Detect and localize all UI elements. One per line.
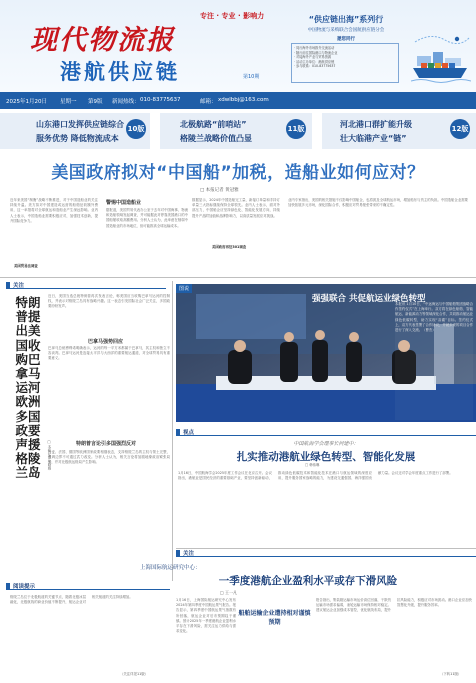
photo-title[interactable]: 强强联合 共促航运业绿色转型 <box>312 294 426 304</box>
promo-panel <box>286 10 472 88</box>
issue-date: 2025年1月20日 <box>6 99 47 105</box>
lead-column-1: 近年来美国“制衡”战略不断推进，对于中国造船业的关注持续升温。美方拟对中国建造或运营的船舶征收额外费用，这一举措将对全球航运和造船业产生深远影响。业内人士表示，中国造船业需要积极应对，加强技术创新，提升国际竞争力。 <box>10 198 98 223</box>
hotline-number: 010-83775637 <box>140 97 181 103</box>
vertical-headline[interactable]: 特朗普提出美国收购巴拿马运河欧洲多国政要声援格陵兰岛 <box>15 295 41 481</box>
section-headline[interactable]: 一季度港航企业盈利水平或存下滑风险 <box>218 575 398 587</box>
promo-line: · 对接海外产业与贸易资源 <box>294 55 332 60</box>
section-kicker: 上海国际航运研究中心： <box>140 565 201 571</box>
reading-tip-ref: （关注详见11版） <box>120 672 149 676</box>
hotline-label: 新闻热线： <box>112 99 140 105</box>
teaser-line: 服务优势 降低物流成本 <box>36 134 119 143</box>
masthead <box>0 0 476 92</box>
teaser-line: 山东港口发挥供应链综合 <box>36 120 124 129</box>
teaser-page-badge: 12版 <box>450 119 470 139</box>
promo-call: 邀您同行 <box>337 37 355 42</box>
section-subhead: 船舶运输企业遭持相对谨慎预期 <box>238 610 311 626</box>
sub-story-text: 1月16日，中国航海学会2025年度工作会议在北京召开。会议指出，港航业是国民经济的重要基础产业，要坚持创新驱动，推动绿色低碳技术和智能化技术在港口与航运领域的深度应用，提升服务国家战略的能力，为建设交通强国、海洋强国贡献力量。会议还对学会年度重点工作进行了部署。 <box>178 471 453 481</box>
lead-column-2: 据报道，美国贸易代表办公室于去年对中国海事、物流和造船领域发起调查，并可能据此对停靠美国港口的中国船舶收取高额费用。分析人士认为，此举意在削弱中国造船业的市场地位，但可能推高全球运输成本。 <box>106 208 188 228</box>
newspaper-logo: 现代物流报 <box>30 25 175 56</box>
teaser-line: 河北港口群扩能升级 <box>340 120 412 129</box>
section-label: 关注 <box>6 281 166 289</box>
lead-byline: □ 本报记者 黄冠雅 <box>200 188 239 193</box>
slogan: 专注 · 专业 · 影响力 <box>200 12 265 20</box>
teaser-item[interactable] <box>322 113 476 149</box>
left-paragraph: 近日，美国当选总统特朗普再次发表言论，称美国应当收购巴拿马运河的控制权，并表示对格陵兰岛具有战略兴趣。这一表态引发国际社会广泛关注，多国政要纷纷发声。 <box>48 294 170 309</box>
section-text: 报告指出，集装箱运输市场运价高位回落，干散货运输市场需求偏弱，油轮运输市场保持相对稳定。建议航运企业加强成本管控，优化航线布局，提升抗风险能力，积极应对市场波动。港口企业应加快智慧化升级，提升服务效率。 <box>316 598 472 613</box>
email-label: 邮箱： <box>200 99 217 105</box>
label-marker-icon <box>176 550 180 556</box>
sub-story-headline[interactable]: 扎实推动港航业绿色转型、智能化发展 <box>236 451 416 463</box>
section-label: 视点 <box>176 428 476 436</box>
teaser-item[interactable] <box>160 113 312 149</box>
teaser-line: 格陵兰战略价值凸显 <box>180 134 252 143</box>
promo-line: · 随行前往国际港口与物流企业 <box>294 50 338 55</box>
photo-caption: 本报讯 1月10日，“中远海运与中国船舶集团战略合作签约仪式”在上海举行。双方将在绿色船舶、智能航运、新能源动力等领域深化合作，共同推动航运业绿色低碳转型，助力实现“双碳”目标。签约仪式上，双方代表签署了合作协议，并就未来的项目合作进行了深入交流。（曹杰） <box>395 302 473 420</box>
label-marker-icon <box>176 429 180 435</box>
divider <box>0 277 476 278</box>
photo-badge: 图说 <box>176 284 192 293</box>
channel-title: 港航供应链 <box>60 60 180 84</box>
section-label: 阅读提示 <box>6 582 170 590</box>
date-bar <box>0 92 476 109</box>
lead-subhead: 警惕中国造船业 <box>106 200 142 206</box>
promo-box <box>291 43 399 83</box>
promo-title: “供应链出海”系列行 <box>308 15 384 24</box>
column-divider <box>172 281 173 581</box>
teaser-page-badge: 10版 <box>126 119 146 139</box>
promo-subtitle: 中国物流与采购联合会国航供应链分会 <box>307 28 385 33</box>
lead-subhead: 美国政府再征301调查 <box>212 245 247 249</box>
vertical-byline: □ 本报记者 朱晓雅 <box>47 440 51 470</box>
left-subhead: 特朗普言论引多国强烈反对 <box>76 441 137 447</box>
section-label: 关注 <box>176 549 476 557</box>
teaser-page-badge: 11版 <box>286 119 306 139</box>
issue-tag: 第10期 <box>243 74 260 80</box>
left-subhead: 巴拿马强势回应 <box>88 339 124 345</box>
weekday: 星期一 <box>60 99 77 105</box>
promo-line: · 参与联系：010-83775637 <box>294 64 336 69</box>
promo-line: · 活动主办单位：港航供应链 <box>294 59 335 64</box>
sub-story-byline: □ 韩伟琳 <box>305 463 320 467</box>
teaser-item[interactable] <box>0 113 150 149</box>
teaser-row <box>0 113 476 151</box>
lead-headline[interactable]: 美国政府拟对“中国船”加税，造船业如何应对？ <box>51 163 425 183</box>
email-address: xdwlbbj@163.com <box>218 97 269 103</box>
left-paragraph: 巴拿马总统穆利诺明确表示，运河的每一平方米都属于巴拿马，其主权和独立不容谈判。巴拿马运河是连接太平洋与大西洋的重要航运通道，对全球贸易具有重要意义。 <box>48 346 170 361</box>
label-marker-icon <box>6 282 10 288</box>
label-marker-icon <box>6 583 10 589</box>
teaser-line: 壮大临港产业“链” <box>340 134 407 143</box>
reading-tip-text: 格陵兰岛位于北极航道的关键节点，随着北极冰层融化，北极航线的商业价值不断提升，航运企业对相关航道的关注持续增加。 <box>10 595 133 605</box>
sub-story-kicker: 中国航海学会理事长何建中： <box>293 441 359 447</box>
lead-subhead: 美国贸易法调查 <box>14 264 38 268</box>
page-number: 第9版 <box>88 99 103 105</box>
section-text: 1月16日，上海国际航运研究中心发布2024年第四季度中国航运景气报告。报告显示，第四季度中国航运景气指数有所回落，航运企业对后市预期趋于谨慎。预计2025年一季度港航企业盈利水平存在下滑风险，需关注运力供给与需求变化。 <box>176 598 236 634</box>
promo-line: · 同行海外市场推介交流活动 <box>294 46 335 50</box>
lead-column-3: 数据显示，2024年中国造船完工量、新接订单量和手持订单量三大指标继续保持全球领先。业内人士表示，面对外部压力，中国船企应坚持绿色化、智能化发展方向，持续提升产品附加值和品牌影响力，以高质量发展应对挑战。 <box>192 198 280 218</box>
left-paragraph: 丹麦、法国、德国等欧洲国家政要相继表态，支持格陵兰岛的主权与领土完整，强调边界不可通过武力改变。分析人士认为，相关言论将加剧地缘政治紧张局势，并对北极航运格局产生影响。 <box>48 450 170 465</box>
lead-column-4: 业内专家指出，美国的相关措施不仅影响中国船企，也将波及全球航运市场，增加船东与货主的负担。中国造船企业需要加快拓展多元市场，深化国际合作，积极应对贸易壁垒带来的不确定性。 <box>288 198 468 208</box>
teaser-line: 北极航路“前哨站” <box>180 120 247 129</box>
ship-illustration <box>411 30 471 85</box>
section-byline: □ 王一凡 <box>220 590 238 595</box>
continue-note: （下转11版） <box>440 672 462 676</box>
